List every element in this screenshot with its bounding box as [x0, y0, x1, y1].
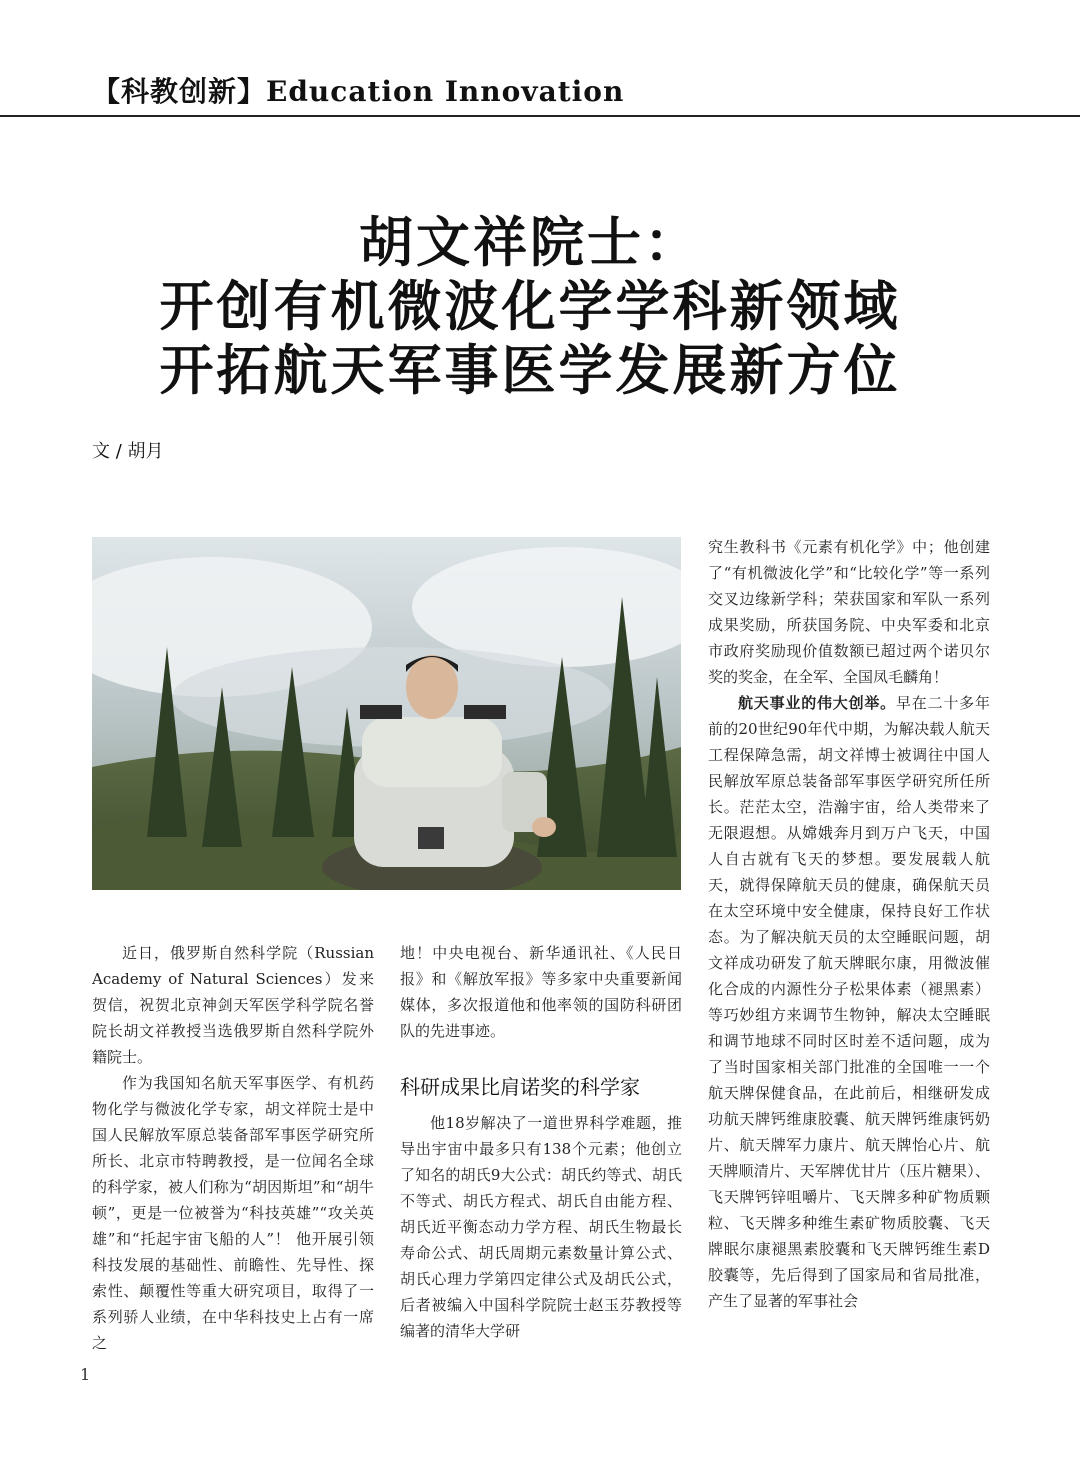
title-line-1: 胡文祥院士：	[359, 210, 701, 274]
title-line-2: 开创有机微波化学学科新领域	[159, 274, 901, 338]
col2-paragraph-2: 他18岁解决了一道世界科学难题，推导出宇宙中最多只有138个元素；他创立了知名的胡氏9大公式：胡氏约等式、胡氏不等式、胡氏方程式、胡氏自由能方程、胡氏近平衡态动力学方程、胡氏生物最长寿命公式、胡氏周期元素数量计算公式、胡氏心理力学第四定律公式及胡氏公式，后者被编入中国科学院院士赵玉芬教授等编著的清华大学研	[400, 1114, 682, 1340]
col1-paragraph-2: 作为我国知名航天军事医学、有机药物化学与微波化学专家，胡文祥院士是中国人民解放军原总装备部军事医学研究所所长、北京市特聘教授，是一位闻名全球的科学家，被人们称为“胡因斯坦”和“胡牛顿”，更是一位被誉为“科技英雄”“攻关英雄”和“托起宇宙飞船的人”！ 他开展引领科技发展的基础性、前瞻性、先导性、探索性、颠覆性等重大研究项目，取得了一系列骄人业绩，在中华科技史上占有一席之	[92, 1074, 374, 1352]
col3-paragraph-2	[708, 690, 990, 1314]
section-heading: 科研成果比肩诺奖的科学家	[400, 1075, 640, 1099]
title-line-3: 开拓航天军事医学发展新方位	[159, 338, 901, 402]
col3-paragraph-2-body: 早在二十多年前的20世纪90年代中期，为解决载人航天工程保障急需，胡文祥博士被调往中国人民解放军原总装备部军事医学研究所任所长。茫茫太空，浩瀚宇宙，给人类带来了无限遐想。从嫦娥奔月到万户飞天，中国人自古就有飞天的梦想。要发展载人航天，就得保障航天员的健康，确保航天员在太空环境中安全健康，保持良好工作状态。为了解决航天员的太空睡眠问题，胡文祥成功研发了航天牌眠尔康，用微波催化合成的内源性分子松果体素（褪黑素）等巧妙组方来调节生物钟，解决太空睡眠和调节地球不同时区时差不适问题，成为了当时国家相关部门批准的全国唯一一个航天牌保健食品，在此前后，相继研发成功航天牌钙维康胶囊、航天牌钙维康钙奶片、航天牌军力康片、航天牌怡心片、航天牌顺清片、天军牌优甘片（压片糖果）、飞天牌钙锌咀嚼片、飞天牌多种矿物质颗粒、飞天牌多种维生素矿物质胶囊、飞天牌眠尔康褪黑素胶囊和飞天牌钙维生素D胶囊等，先后得到了国家局和省局批准，产生了显著的军事社会	[708, 694, 990, 1310]
column-3	[708, 534, 990, 1314]
section-header: 【科教创新】Education Innovation	[92, 75, 625, 108]
byline: 文 / 胡月	[92, 441, 164, 462]
col1-paragraph-1: 近日，俄罗斯自然科学院（Russian Academy of Natural Sciences）发来贺信，祝贺北京神剑天军医学科学院名誉院长胡文祥教授当选俄罗斯自然科学院外籍院士。	[92, 944, 374, 1066]
article-photo	[92, 537, 681, 890]
col3-paragraph-1: 究生教科书《元素有机化学》中；他创建了“有机微波化学”和“比较化学”等一系列交叉边缘新学科；荣获国家和军队一系列成果奖励，所获国务院、中央军委和北京市政府奖励现价值数额已超过两个诺贝尔奖的奖金，在全军、全国凤毛麟角！	[708, 538, 990, 686]
col2-paragraph-1: 地！中央电视台、新华通讯社、《人民日报》和《解放军报》等多家中央重要新闻媒体，多次报道他和他率领的国防科研团队的先进事迹。	[400, 944, 682, 1040]
header-divider	[0, 115, 1080, 117]
column-1	[92, 940, 374, 1356]
page-number: 1	[80, 1365, 91, 1384]
article-title	[0, 210, 1060, 402]
col3-lead-in: 航天事业的伟大创举。	[738, 694, 896, 712]
column-2	[400, 940, 682, 1344]
